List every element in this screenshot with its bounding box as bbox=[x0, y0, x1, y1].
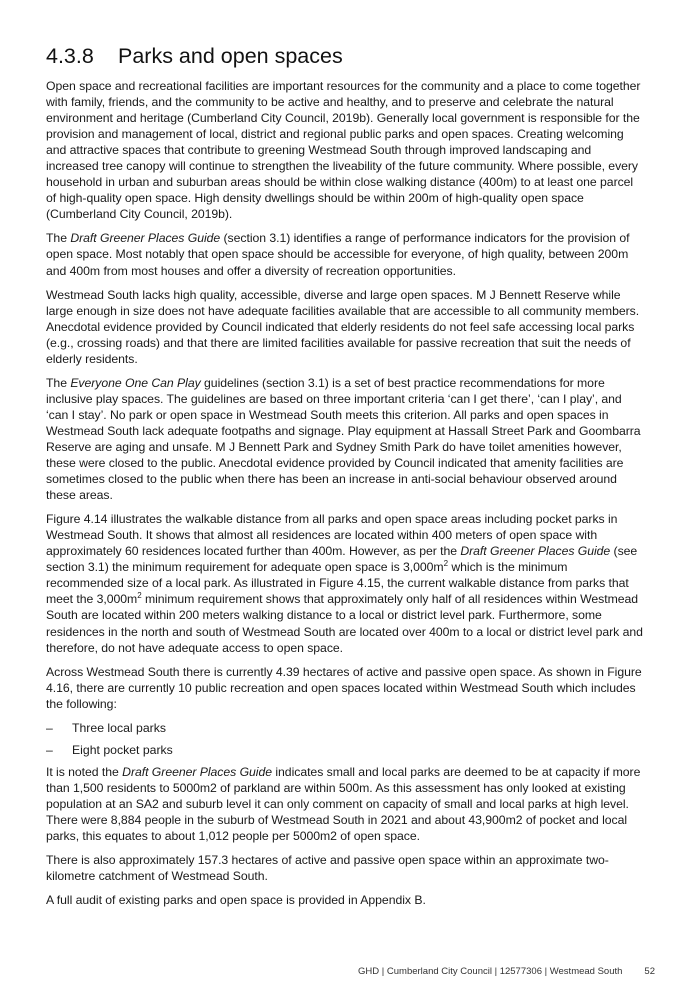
text-run: guidelines (section 3.1) is a set of best practice recommendations for more inclusive play spaces. The guidelines are based on three important criteria ‘can I get there’, ‘can I play’, and ‘can I stay’. No park or open space in Westmead South meets this criterion. All parks and open spaces in Westmead South lack adequate footpaths and signage. Play equipment at Hassall Street Park and Goombarra Reserve are aging and unsafe. M J Bennett Park and Sydney Smith Park do have toilet amenities however, these were closed to the public. Anecdotal evidence provided by Council indicated that amenity facilities are sometimes closed to the public when there has been an increase in anti-social behaviour observed around these areas. bbox=[46, 375, 641, 503]
section-heading bbox=[46, 44, 646, 69]
text-run: (see section 3.1) the minimum requirement for adequate open space is 3,000m bbox=[46, 544, 638, 575]
italic-title: Draft Greener Places Guide bbox=[460, 544, 611, 559]
section-number: 4.3.8 bbox=[46, 44, 94, 68]
body-text-after bbox=[46, 764, 646, 908]
section-title: Parks and open spaces bbox=[118, 44, 343, 68]
italic-title: Draft Greener Places Guide bbox=[122, 764, 273, 779]
text-run: The bbox=[46, 231, 71, 246]
paragraph bbox=[46, 375, 646, 503]
text-run: (section 3.1) identifies a range of performance indicators for the provision of open space. Most notably that open space should be accessible for everyone, of high quality, between 200m and 400m from most houses and offer a diversity of recreation opportunities. bbox=[46, 231, 630, 278]
open-space-list bbox=[46, 720, 646, 758]
body-text-before bbox=[46, 78, 646, 712]
text-run: indicates small and local parks are deemed to be at capacity if more than 1,500 residents to 5000m2 of parkland are within 500m. As this assessment has only looked at existing population at an SA2 and suburb level it can only comment on capacity of small and local parks at high level. There were 8,884 people in the suburb of Westmead South in 2021 and about 43,900m2 of pocket and local parks, this equates to about 1,012 people per 5000m2 of open space. bbox=[46, 764, 641, 843]
paragraph bbox=[46, 852, 646, 884]
paragraph bbox=[46, 230, 646, 278]
list-item bbox=[46, 720, 646, 736]
page-content bbox=[46, 44, 646, 916]
dash-bullet: – bbox=[46, 720, 53, 735]
text-run: Figure 4.14 illustrates the walkable distance from all parks and open space areas including pocket parks in Westmead South. It shows that almost all residences are located within 400 meters of open space with approximately 60 residences located further than 400m. However, as per the bbox=[46, 512, 618, 559]
list-item bbox=[46, 742, 646, 758]
list-item-label: Eight pocket parks bbox=[72, 742, 173, 757]
page-footer bbox=[358, 966, 655, 977]
text-run: Across Westmead South there is currently 4.39 hectares of active and passive open space. As shown in Figure 4.16, there are currently 10 public recreation and open spaces located within Westmead South which includes the following: bbox=[46, 664, 642, 711]
footer-text: GHD | Cumberland City Council | 12577306 | Westmead South bbox=[358, 966, 623, 977]
text-run: The bbox=[46, 375, 71, 390]
text-run: which is the minimum recommended size of a local park. As illustrated in Figure 4.15, the current walkable distance from parks that meet the 3,000m bbox=[46, 560, 629, 607]
paragraph bbox=[46, 764, 646, 844]
italic-title: Everyone One Can Play bbox=[70, 375, 201, 390]
paragraph bbox=[46, 78, 646, 222]
text-run: minimum requirement shows that approximately only half of all residences within Westmead South are located within 200 meters walking distance to a local or district level park. Furthermore, some residences in the north and south of Westmead South are located over 400m to a local or district level park and therefore, do not have adequate access to open space. bbox=[46, 592, 643, 655]
text-run: A full audit of existing parks and open space is provided in Appendix B. bbox=[46, 893, 426, 908]
italic-title: Draft Greener Places Guide bbox=[70, 231, 221, 246]
paragraph bbox=[46, 892, 646, 908]
text-run: It is noted the bbox=[46, 764, 123, 779]
page-number: 52 bbox=[644, 966, 655, 977]
superscript: 2 bbox=[137, 591, 142, 601]
text-run: Open space and recreational facilities are important resources for the community and a place to come together with family, friends, and the community to be active and healthy, and to preserve and celebrate the natural environment and heritage (Cumberland City Council, 2019b). Generally local government is responsible for the provision and management of local, district and regional public parks and open spaces. Creating welcoming and attractive spaces that contribute to greening Westmead South through improved landscaping and increased tree canopy will continue to strengthen the liveability of the future community. Where possible, every household in urban and suburban areas should be within close walking distance (400m) to at least one parcel of high-quality open space. High density dwellings should be within 200m of high-quality open space (Cumberland City Council, 2019b). bbox=[46, 79, 641, 222]
paragraph bbox=[46, 664, 646, 712]
text-run: Westmead South lacks high quality, accessible, diverse and large open spaces. M J Bennett Reserve while large enough in size does not have adequate facilities available that are accessible to all community members. Anecdotal evidence provided by Council indicated that elderly residents do not feel safe accessing local parks (e.g., crossing roads) and that there are limited facilities available for passive recreation that suit the needs of elderly residents. bbox=[46, 287, 640, 366]
paragraph bbox=[46, 511, 646, 655]
dash-bullet: – bbox=[46, 742, 53, 757]
list-item-label: Three local parks bbox=[72, 720, 166, 735]
paragraph bbox=[46, 287, 646, 367]
superscript: 2 bbox=[443, 559, 448, 569]
text-run: There is also approximately 157.3 hectares of active and passive open space within an approximate two-kilometre catchment of Westmead South. bbox=[46, 852, 609, 884]
